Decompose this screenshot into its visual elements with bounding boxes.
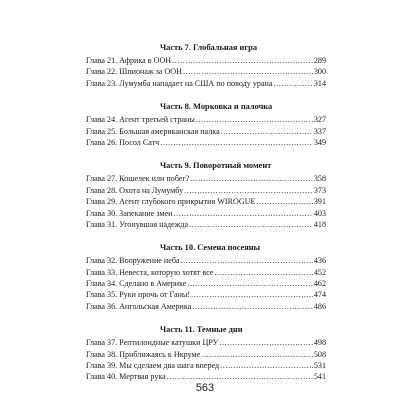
page-number: 289 [313,56,326,65]
page-number: 452 [313,267,326,277]
chapter-title: Глава 26. Посол Сатч [86,137,160,147]
page-number: 436 [313,256,326,266]
dot-leader [189,219,313,230]
toc-entry [86,360,326,371]
chapter-title: Глава 33. Невеста, которую хотят все [86,267,214,277]
chapter-title: Глава 38. Приближаясь к Нкруме [86,349,201,359]
toc-entry [86,289,326,300]
part-section [86,160,326,230]
dot-leader [172,55,313,66]
table-of-contents [86,0,326,382]
toc-entry [86,66,326,77]
page-number: 314 [313,78,326,88]
dot-leader [181,255,313,266]
chapter-title: Глава 24. Агент третьей страны [86,115,195,125]
toc-entry [86,173,326,184]
chapter-title: Глава 36. Ангольская Америка [86,301,192,311]
dot-leader [196,114,313,125]
chapter-title: Глава 40. Мертвая рука [86,372,166,382]
dot-leader [160,137,313,148]
toc-entry [86,255,326,266]
toc-entry [86,78,326,89]
toc-entry [86,337,326,348]
dot-leader [192,301,313,312]
dot-leader [183,66,313,77]
page-number: 474 [313,290,326,300]
dot-leader [220,360,313,371]
toc-entry [86,196,326,207]
part-title: Часть 10. Семена посеяны [160,243,261,253]
toc-entry [86,219,326,230]
toc-entry [86,208,326,219]
toc-entry [86,301,326,312]
page-number: 403 [313,208,326,218]
part-title: Часть 9. Поворотный момент [160,161,272,171]
page-number: 418 [313,219,326,229]
part-section [86,42,326,89]
chapter-title: Глава 27. Кошелек или побег? [86,174,190,184]
chapter-title: Глава 32. Вооружение неба [86,256,180,266]
page-folio-number: 563 [195,382,215,394]
toc-entry [86,267,326,278]
toc-entry [86,114,326,125]
dot-leader [201,349,313,360]
page-number: 373 [313,185,326,195]
dot-leader [215,267,313,278]
page-number: 531 [313,361,326,371]
toc-entry [86,137,326,148]
page-number: 498 [313,338,326,348]
toc-entry [86,55,326,66]
page-number: 327 [313,115,326,125]
chapter-title: Глава 21. Африка в ООН [86,56,172,65]
dot-leader [273,78,312,89]
part-section [86,242,326,312]
page-number: 462 [313,279,326,289]
page-number: 541 [313,372,326,382]
dot-leader [221,126,313,137]
dot-leader [256,196,312,207]
chapter-title: Глава 35. Руки прочь от Ганы! [86,290,191,300]
page-number: 349 [313,137,326,147]
dot-leader [187,278,312,289]
page-number: 508 [313,349,326,359]
page-number: 391 [313,197,326,207]
chapter-title: Глава 34. Сделано в Америке [86,279,187,289]
dot-leader [191,289,313,300]
toc-entry [86,185,326,196]
toc-entry [86,126,326,137]
chapter-title: Глава 31. Угонувшая надежда [86,219,189,229]
part-section [86,324,326,383]
chapter-title: Глава 28. Охота на Лумумбу [86,185,184,195]
chapter-title: Глава 29. Агент глубокого прикрытия WIROGUE [86,197,256,207]
chapter-title: Глава 22. Шпионаж за ООН [86,67,182,77]
page-number: 337 [313,126,326,136]
part-title: Часть 8. Морковка и палочка [160,102,273,112]
chapter-title: Глава 25. Большая американская палка [86,126,220,136]
page-number: 486 [313,301,326,311]
chapter-title: Глава 39. Мы сделаем два шага вперед [86,361,220,371]
part-title: Часть 7. Глобальная игра [160,43,258,52]
dot-leader [190,173,313,184]
part-title: Часть 11. Темные дни [160,325,243,335]
dot-leader [219,337,313,348]
toc-entry [86,349,326,360]
chapter-title: Глава 37. Рептилоидные катушки ЦРУ [86,338,219,348]
chapter-title: Глава 23. Лумумба нападает на США по поводу урана [86,78,273,88]
page-number: 300 [313,67,326,77]
dot-leader [184,185,313,196]
page-number: 358 [313,174,326,184]
toc-entry [86,278,326,289]
chapter-title: Глава 30. Запекание змеи [86,208,173,218]
part-section [86,101,326,148]
dot-leader [173,208,312,219]
